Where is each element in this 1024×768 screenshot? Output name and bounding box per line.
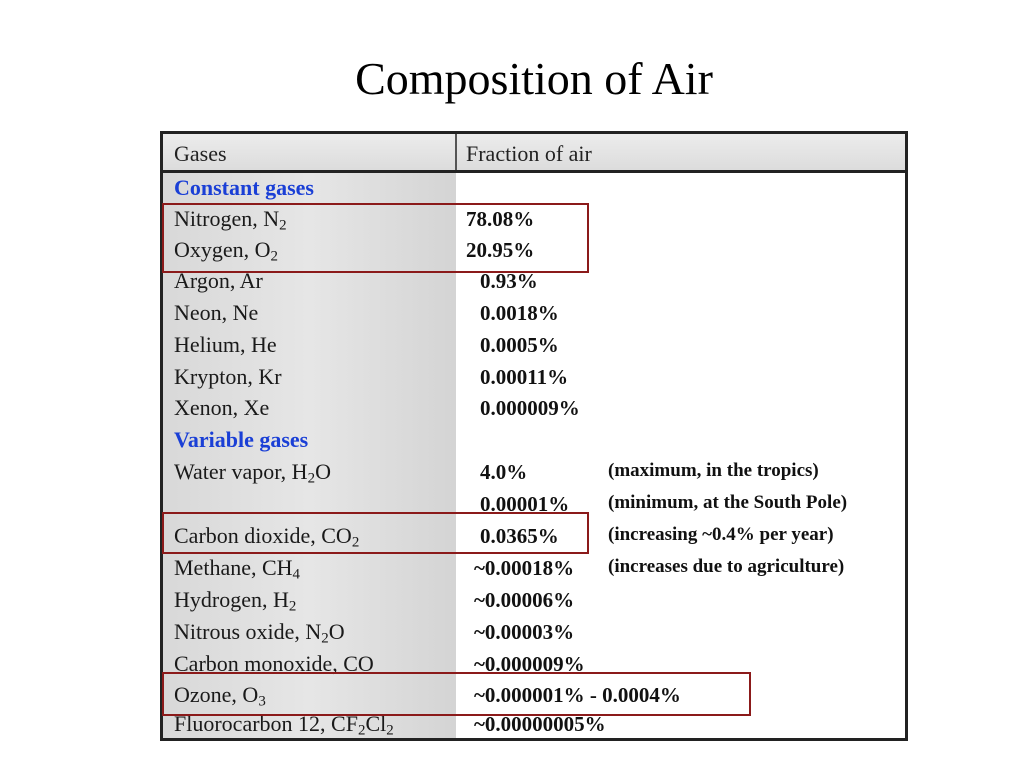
header-fraction: Fraction of air — [466, 141, 592, 166]
fraction-value: 0.93% — [480, 269, 538, 293]
gas-name: Nitrous oxide, $N_2O$ — [174, 619, 345, 647]
fraction-value: ~0.00006% — [474, 588, 575, 612]
table-row — [163, 364, 905, 395]
gas-name: Water vapor, $H_2O$ — [174, 459, 331, 487]
gas-name: Neon, Ne — [174, 300, 259, 325]
header-gases: Gases — [174, 141, 227, 166]
section-label-constant: Constant gases — [174, 175, 314, 200]
gas-name: Oxygen, $O_2$ — [174, 237, 279, 265]
fraction-value: 78.08% — [466, 207, 535, 231]
gas-name: Hydrogen, $H_2$ — [174, 587, 297, 615]
section-row-constant — [163, 175, 905, 206]
table-row — [163, 619, 905, 650]
gas-name: Xenon, Xe — [174, 395, 270, 420]
fraction-value: 20.95% — [466, 238, 535, 262]
gas-name: Carbon dioxide, $CO_2$ — [174, 523, 360, 551]
header-divider — [455, 134, 457, 170]
highlight-box-ozone — [162, 672, 751, 716]
fraction-value: 4.0% — [480, 460, 528, 484]
gas-name: Helium, He — [174, 332, 277, 357]
fraction-value: ~0.00000005% — [474, 712, 606, 736]
highlight-box-carbon-dioxide — [162, 512, 589, 554]
table-row — [163, 332, 905, 363]
highlight-box-nitrogen-oxygen — [162, 203, 589, 273]
table-header — [163, 134, 905, 173]
fraction-value: 0.0005% — [480, 333, 559, 357]
fraction-value: ~0.000001% - 0.0004% — [474, 683, 681, 707]
fraction-value: ~0.00018% — [474, 556, 575, 580]
fraction-note: (increases due to agriculture) — [608, 556, 845, 577]
slide-title: Composition of Air — [355, 53, 713, 104]
fraction-value: ~0.00003% — [474, 620, 575, 644]
gas-name: Methane, $CH_4$ — [174, 555, 301, 583]
table-row — [163, 395, 905, 426]
fraction-note: (minimum, at the South Pole) — [608, 492, 848, 513]
table-row — [163, 587, 905, 618]
table-row — [163, 300, 905, 331]
section-label-variable: Variable gases — [174, 427, 309, 452]
fraction-value: 0.000009% — [480, 396, 580, 420]
gas-name: Ozone, $O_3$ — [174, 682, 266, 710]
gas-name: Fluorocarbon 12, $CF_2Cl_2$ — [174, 711, 394, 739]
gas-name: Nitrogen, $N_2$ — [174, 206, 287, 234]
section-row-variable — [163, 427, 905, 458]
fraction-value: 0.00011% — [480, 365, 569, 389]
gas-name: Argon, Ar — [174, 268, 263, 293]
gas-name: Carbon monoxide, CO — [174, 651, 374, 676]
gas-name: Krypton, Kr — [174, 364, 282, 389]
fraction-note: (maximum, in the tropics) — [608, 460, 819, 481]
table-row — [163, 459, 905, 490]
fraction-value: 0.0018% — [480, 301, 559, 325]
table-row — [163, 555, 905, 586]
fraction-value: 0.00001% — [480, 492, 570, 516]
fraction-value: ~0.000009% — [474, 652, 585, 676]
fraction-value: 0.0365% — [480, 524, 559, 548]
fraction-note: (increasing ~0.4% per year) — [608, 524, 834, 545]
